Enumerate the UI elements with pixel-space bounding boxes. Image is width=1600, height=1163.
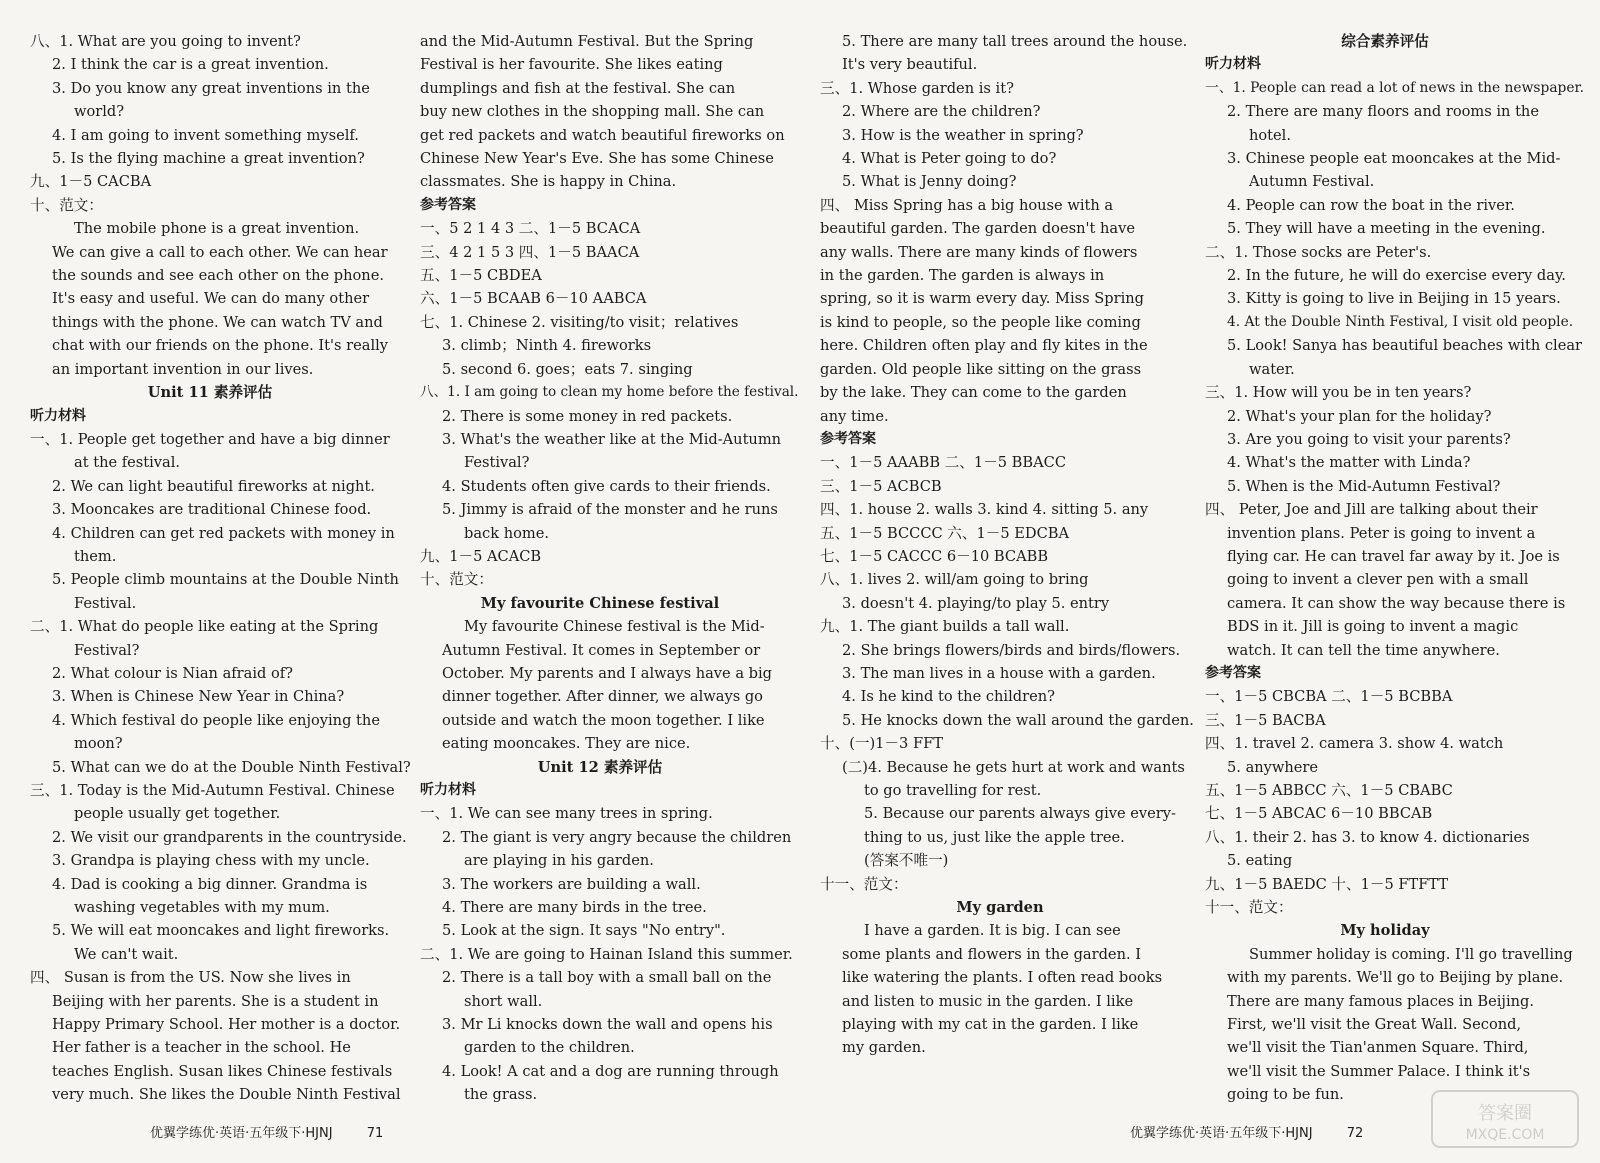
text-line: 5. Jimmy is afraid of the monster and he runs — [442, 501, 778, 519]
text-line: 3. Grandpa is playing chess with my uncle. — [52, 852, 370, 870]
text-line: 2. What colour is Nian afraid of? — [52, 664, 294, 682]
footer-title: 优翼学练优·英语·五年级下·HJNJ — [150, 1126, 333, 1141]
text-line: flying car. He can travel far away by it. Joe is — [1227, 547, 1560, 565]
text-line: 二、1. What do people like eating at the Spring — [30, 618, 379, 636]
text-line: any time. — [820, 407, 889, 425]
text-line: 九、1－5 BAEDC 十、1－5 FTFTT — [1205, 875, 1449, 893]
text-line: Autumn Festival. — [1249, 173, 1375, 191]
text-line: 4. Is he kind to the children? — [842, 688, 1055, 706]
text-line: Festival? — [464, 454, 530, 472]
page-footer-right — [1130, 1122, 1363, 1141]
text-line: very much. She likes the Double Ninth Festival — [52, 1086, 401, 1104]
text-line: 5. There are many tall trees around the house. — [842, 33, 1188, 50]
text-line: 3. When is Chinese New Year in China? — [52, 688, 345, 706]
text-line: 5. Look at the sign. It says "No entry". — [442, 922, 726, 940]
text-line: at the festival. — [74, 454, 181, 472]
text-line: 5. What is Jenny doing? — [842, 173, 1017, 191]
text-line: 3. How is the weather in spring? — [842, 126, 1084, 144]
text-line: 七、1－5 CACCC 6－10 BCABB — [820, 547, 1049, 565]
text-line: 4. At the Double Ninth Festival, I visit old people. — [1227, 313, 1574, 330]
text-line: 3. Do you know any great inventions in the — [52, 79, 370, 97]
text-line: 三、4 2 1 5 3 四、1－5 BAACA — [420, 243, 640, 261]
text-line: 3. Chinese people eat mooncakes at the Mid- — [1227, 150, 1561, 168]
text-line: (答案不唯一) — [864, 852, 949, 870]
text-line: 4. People can row the boat in the river. — [1227, 196, 1515, 214]
text-line: 5. Is the flying machine a great invention? — [52, 150, 365, 168]
text-line: 5. Because our parents always give every- — [864, 805, 1176, 823]
text-line: 2. What's your plan for the holiday? — [1227, 407, 1492, 425]
text-line: things with the phone. We can watch TV and — [52, 313, 383, 331]
text-line: BDS in it. Jill is going to invent a magic — [1227, 618, 1519, 636]
text-line: 2. There is a tall boy with a small ball on the — [442, 969, 772, 987]
text-line: 一、5 2 1 4 3 二、1－5 BCACA — [420, 220, 641, 238]
text-line: The mobile phone is a great invention. — [74, 220, 360, 238]
text-line: by the lake. They can come to the garden — [820, 384, 1127, 402]
section-heading: 听力材料 — [1205, 56, 1261, 73]
text-line: 5. What can we do at the Double Ninth Festival? — [52, 758, 411, 776]
text-line: 二、1. Those socks are Peter's. — [1205, 243, 1432, 261]
text-line: 2. We can light beautiful fireworks at night. — [52, 477, 375, 495]
text-line: to go travelling for rest. — [864, 782, 1042, 799]
text-line: 4. Dad is cooking a big dinner. Grandma is — [52, 875, 368, 893]
text-line: 五、1－5 ABBCC 六、1－5 CBABC — [1205, 782, 1453, 799]
text-line: and listen to music in the garden. I like — [842, 992, 1134, 1010]
text-line: We can give a call to each other. We can hear — [52, 243, 388, 261]
text-line: 四、1. house 2. walls 3. kind 4. sitting 5. any — [820, 501, 1149, 519]
text-line: 十、范文： — [420, 571, 493, 589]
text-line: 九、1－5 ACACB — [420, 547, 542, 565]
text-line: short wall. — [464, 992, 543, 1010]
text-line: 四、 Susan is from the US. Now she lives in — [30, 969, 351, 987]
text-line: It's easy and useful. We can do many other — [52, 290, 370, 308]
text-line: 4. Children can get red packets with money in — [52, 524, 395, 542]
section-heading: 参考答案 — [420, 196, 476, 213]
text-line: 一、1－5 CBCBA 二、1－5 BCBBA — [1205, 688, 1453, 706]
text-line: 四、1. travel 2. camera 3. show 4. watch — [1205, 735, 1504, 753]
text-line: outside and watch the moon together. I like — [442, 711, 765, 729]
text-line: My favourite Chinese festival is the Mid- — [464, 618, 765, 636]
text-line: the grass. — [464, 1086, 538, 1104]
text-line: 十一、范文： — [1205, 899, 1293, 917]
text-line: 十、范文： — [30, 196, 103, 214]
text-line: 5. second 6. goes；eats 7. singing — [442, 360, 693, 378]
essay-title: My garden — [956, 899, 1044, 917]
text-line: 3. The man lives in a house with a garden. — [842, 664, 1156, 682]
text-line: 八、1. lives 2. will/am going to bring — [820, 571, 1089, 589]
text-line: First, we'll visit the Great Wall. Second, — [1227, 1016, 1522, 1034]
section-heading: 参考答案 — [820, 430, 876, 447]
text-line: 一、1. People can read a lot of news in the newspaper. — [1205, 79, 1585, 96]
text-line: 3. The workers are building a wall. — [442, 875, 701, 893]
text-line: We can't wait. — [74, 945, 179, 963]
text-line: 5. He knocks down the wall around the garden. — [842, 711, 1194, 729]
text-line: 4. Students often give cards to their friends. — [442, 477, 771, 495]
text-line: 九、1－5 CACBA — [30, 173, 152, 191]
text-line: hotel. — [1249, 126, 1291, 144]
text-line: is kind to people, so the people like coming — [820, 313, 1141, 331]
text-line: going to invent a clever pen with a small — [1227, 571, 1529, 589]
text-line: camera. It can show the way because there is — [1227, 594, 1566, 612]
text-line: 四、 Miss Spring has a big house with a — [820, 196, 1114, 214]
text-line: 五、1－5 BCCCC 六、1－5 EDCBA — [820, 524, 1070, 542]
text-line: 九、1. The giant builds a tall wall. — [820, 618, 1070, 636]
text-line: 2. We visit our grandparents in the countryside. — [52, 828, 407, 846]
text-line: 4. There are many birds in the tree. — [442, 899, 707, 917]
column-4 — [1205, 30, 1585, 1107]
text-line: are playing in his garden. — [464, 852, 654, 870]
text-line: dinner together. After dinner, we always go — [442, 688, 763, 706]
text-line: Happy Primary School. Her mother is a doctor. — [52, 1016, 401, 1034]
text-line: buy new clothes in the shopping mall. She can — [420, 103, 765, 121]
text-line: 2. There are many floors and rooms in the — [1227, 103, 1539, 121]
text-line: 二、1. We are going to Hainan Island this summer. — [420, 945, 793, 963]
text-line: like watering the plants. I often read books — [842, 969, 1163, 987]
text-line: invention plans. Peter is going to invent a — [1227, 524, 1536, 542]
text-line: water. — [1249, 360, 1295, 378]
text-line: get red packets and watch beautiful fireworks on — [420, 126, 785, 144]
text-line: 三、1. Today is the Mid-Autumn Festival. Chinese — [30, 782, 395, 799]
text-line: 5. People climb mountains at the Double Ninth — [52, 571, 399, 589]
text-line: playing with my cat in the garden. I like — [842, 1016, 1139, 1034]
text-line: some plants and flowers in the garden. I — [842, 945, 1142, 963]
text-line: 八、1. I am going to clean my home before the festival. — [420, 384, 799, 401]
text-line: people usually get together. — [74, 805, 281, 823]
text-line: we'll visit the Summer Palace. I think it's — [1227, 1062, 1531, 1080]
text-line: an important invention in our lives. — [52, 360, 314, 378]
text-line: moon? — [74, 735, 123, 753]
text-line: 3. doesn't 4. playing/to play 5. entry — [842, 594, 1110, 612]
text-line: in the garden. The garden is always in — [820, 267, 1105, 285]
text-line: classmates. She is happy in China. — [420, 173, 677, 191]
text-line: 2. Where are the children? — [842, 103, 1041, 121]
text-line: 2. The giant is very angry because the children — [442, 828, 792, 846]
text-line: 3. Mr Li knocks down the wall and opens his — [442, 1016, 773, 1034]
text-line: chat with our friends on the phone. It's really — [52, 337, 389, 355]
text-line: 七、1－5 ABCAC 6－10 BBCAB — [1205, 805, 1433, 823]
svg-text:MXQE.COM: MXQE.COM — [1465, 1127, 1545, 1143]
text-line: going to be fun. — [1227, 1086, 1344, 1104]
section-title: 综合素养评估 — [1341, 33, 1429, 50]
text-line: beautiful garden. The garden doesn't have — [820, 220, 1135, 238]
text-line: 5. They will have a meeting in the evening. — [1227, 220, 1546, 238]
text-line: 七、1. Chinese 2. visiting/to visit；relatives — [420, 313, 739, 331]
section-heading: 听力材料 — [420, 782, 476, 798]
column-1 — [30, 30, 411, 1107]
text-line: Autumn Festival. It comes in September or — [442, 641, 761, 659]
text-line: eating mooncakes. They are nice. — [442, 735, 691, 753]
text-line: here. Children often play and fly kites in the — [820, 337, 1148, 355]
footer-title: 优翼学练优·英语·五年级下·HJNJ — [1130, 1126, 1313, 1141]
text-line: October. My parents and I always have a big — [442, 664, 773, 682]
text-line: 三、1－5 ACBCB — [820, 477, 942, 495]
text-line: 十一、范文： — [820, 875, 908, 893]
text-line: the sounds and see each other on the phone. — [52, 267, 384, 285]
text-line: Beijing with her parents. She is a student in — [52, 992, 379, 1010]
text-line: thing to us, just like the apple tree. — [864, 828, 1125, 846]
text-line: I have a garden. It is big. I can see — [864, 922, 1121, 940]
text-line: 3. Are you going to visit your parents? — [1227, 430, 1511, 448]
svg-text:答案圈: 答案圈 — [1478, 1103, 1532, 1124]
text-line: Chinese New Year's Eve. She has some Chinese — [420, 150, 774, 168]
text-line: There are many famous places in Beijing. — [1227, 992, 1535, 1010]
text-line: (二)4. Because he gets hurt at work and wants — [842, 758, 1185, 776]
watermark-logo — [1430, 1089, 1580, 1149]
section-heading: 听力材料 — [30, 407, 86, 424]
essay-title: My holiday — [1340, 922, 1430, 940]
text-line: 4. Look! A cat and a dog are running through — [442, 1062, 779, 1080]
text-line: we'll visit the Tian'anmen Square. Third, — [1227, 1039, 1529, 1057]
text-line: 八、1. What are you going to invent? — [30, 33, 301, 50]
text-line: 一、1. We can see many trees in spring. — [420, 805, 713, 823]
text-line: Her father is a teacher in the school. He — [52, 1039, 351, 1057]
text-line: teaches English. Susan likes Chinese festivals — [52, 1062, 393, 1080]
text-line: Summer holiday is coming. I'll go travelling — [1249, 945, 1573, 963]
text-line: 一、1－5 AAABB 二、1－5 BBACC — [820, 454, 1067, 472]
text-line: them. — [74, 547, 117, 565]
text-line: 5. Look! Sanya has beautiful beaches with clear — [1227, 337, 1583, 355]
text-line: with my parents. We'll go to Beijing by plane. — [1227, 969, 1564, 987]
text-line: 五、1－5 CBDEA — [420, 267, 542, 285]
column-2 — [420, 30, 799, 1107]
text-line: 一、1. People get together and have a big dinner — [30, 430, 390, 448]
text-line: 3. Kitty is going to live in Beijing in 15 years. — [1227, 290, 1561, 308]
section-title: Unit 11 素养评估 — [147, 384, 273, 402]
text-line: garden. Old people like sitting on the grass — [820, 360, 1142, 378]
text-line: 5. We will eat mooncakes and light fireworks. — [52, 922, 390, 940]
text-line: back home. — [464, 524, 549, 542]
text-line: 三、1. Whose garden is it? — [820, 79, 1014, 97]
text-line: Festival. — [74, 594, 137, 612]
text-line: washing vegetables with my mum. — [74, 899, 330, 917]
page-footer-left — [150, 1122, 383, 1141]
text-line: 4. Which festival do people like enjoying the — [52, 711, 380, 729]
text-line: watch. It can tell the time anywhere. — [1227, 641, 1500, 659]
text-line: 5. eating — [1227, 852, 1293, 870]
text-line: 3. climb；Ninth 4. fireworks — [442, 337, 652, 355]
text-line: garden to the children. — [464, 1039, 635, 1057]
text-line: any walls. There are many kinds of flowers — [820, 243, 1138, 261]
text-line: 四、 Peter, Joe and Jill are talking about their — [1205, 501, 1538, 519]
essay-title: My favourite Chinese festival — [480, 594, 720, 612]
text-line: 三、1－5 BACBA — [1205, 711, 1326, 729]
text-line: and the Mid-Autumn Festival. But the Spring — [420, 33, 754, 50]
text-line: 5. When is the Mid-Autumn Festival? — [1227, 477, 1501, 495]
text-line: Festival is her favourite. She likes eating — [420, 56, 723, 74]
text-line: 5. anywhere — [1227, 758, 1319, 776]
text-line: Festival? — [74, 641, 140, 659]
text-line: 4. What's the matter with Linda? — [1227, 454, 1471, 472]
section-title: Unit 12 素养评估 — [537, 758, 663, 776]
text-line: 六、1－5 BCAAB 6－10 AABCA — [420, 290, 647, 308]
text-line: 2. There is some money in red packets. — [442, 407, 733, 425]
text-line: my garden. — [842, 1039, 926, 1057]
text-line: 2. She brings flowers/birds and birds/flowers. — [842, 641, 1181, 659]
text-line: 3. What's the weather like at the Mid-Autumn — [442, 430, 782, 448]
text-line: 三、1. How will you be in ten years? — [1205, 384, 1472, 402]
page-number: 71 — [366, 1126, 384, 1141]
text-line: It's very beautiful. — [842, 56, 978, 74]
text-line: spring, so it is warm every day. Miss Spring — [820, 290, 1144, 308]
text-line: 十、(一)1－3 FFT — [820, 735, 943, 753]
text-line: world? — [74, 103, 125, 121]
text-line: 4. I am going to invent something myself. — [52, 126, 359, 144]
text-line: 4. What is Peter going to do? — [842, 150, 1057, 168]
text-line: 2. In the future, he will do exercise every day. — [1227, 267, 1566, 285]
text-line: 2. I think the car is a great invention. — [52, 56, 329, 74]
column-3 — [820, 30, 1194, 1060]
page-number: 72 — [1346, 1126, 1364, 1141]
text-line: dumplings and fish at the festival. She can — [420, 79, 736, 97]
section-heading: 参考答案 — [1205, 664, 1261, 681]
text-line: 3. Mooncakes are traditional Chinese food. — [52, 501, 372, 519]
text-line: 八、1. their 2. has 3. to know 4. dictionaries — [1205, 828, 1530, 846]
